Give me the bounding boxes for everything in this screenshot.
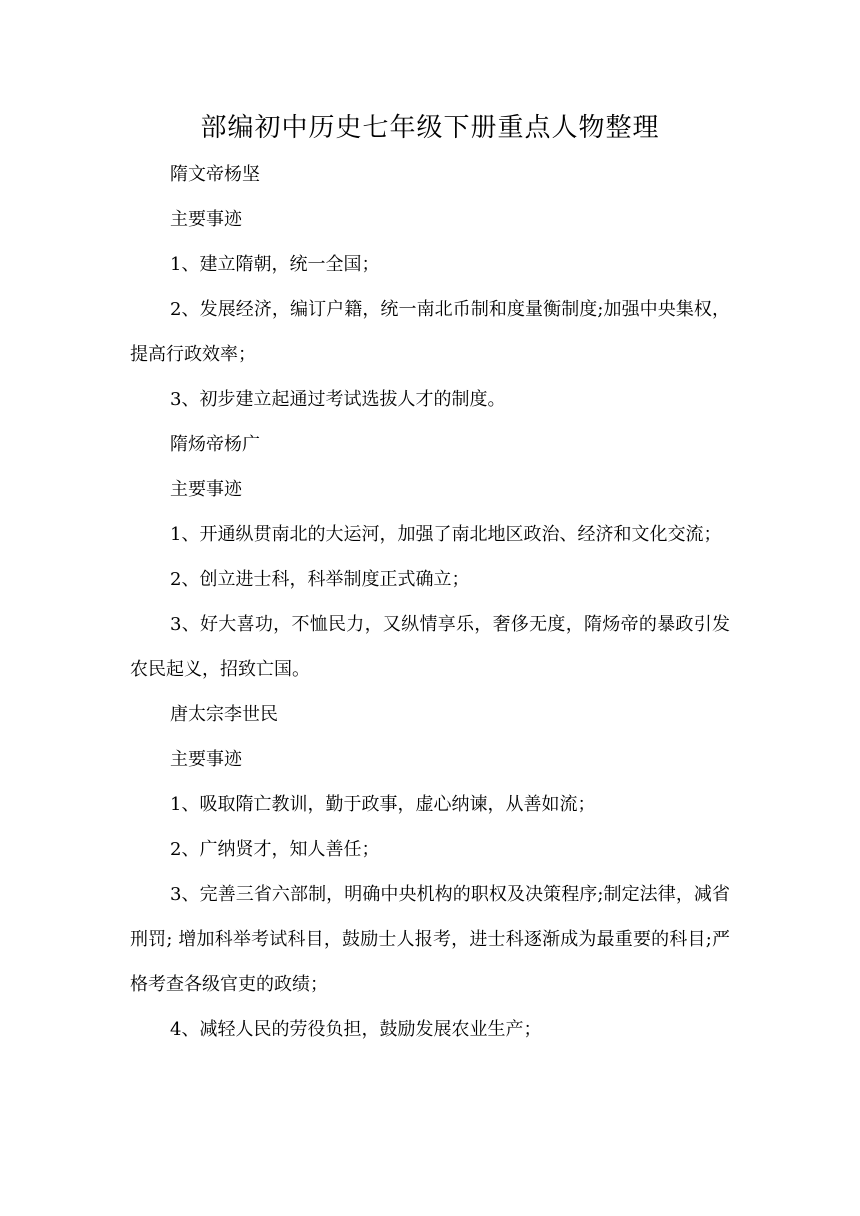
list-item: 1、开通纵贯南北的大运河，加强了南北地区政治、经济和文化交流； [170, 524, 722, 545]
list-item: 1、吸取隋亡教训，勤于政事，虚心纳谏，从善如流； [170, 794, 596, 815]
subheading-main-deeds: 主要事迹 [170, 209, 242, 230]
list-item: 3、初步建立起通过考试选拔人才的制度。 [170, 389, 506, 410]
list-item: 1、建立隋朝，统一全国； [170, 254, 380, 275]
subheading-main-deeds: 主要事迹 [170, 749, 242, 770]
list-item: 2、广纳贤才，知人善任； [170, 839, 380, 860]
section-heading-yang-guang: 隋炀帝杨广 [170, 434, 260, 455]
section-heading-yang-jian: 隋文帝杨坚 [170, 164, 260, 185]
list-item: 3、完善三省六部制，明确中央机构的职权及决策程序;制定法律，减省刑罚; 增加科举考试科目，鼓励士人报考，进士科逐渐成为最重要的科目;严格考查各级官吏的政绩； [130, 884, 730, 995]
subheading-main-deeds: 主要事迹 [170, 479, 242, 500]
document-title: 部编初中历史七年级下册重点人物整理 [200, 113, 660, 143]
list-item: 2、发展经济，编订户籍，统一南北币制和度量衡制度;加强中央集权，提高行政效率； [130, 299, 730, 365]
section-heading-li-shimin: 唐太宗李世民 [170, 704, 278, 725]
list-item: 3、好大喜功，不恤民力，又纵情享乐，奢侈无度，隋炀帝的暴政引发农民起义，招致亡国。 [130, 614, 730, 680]
list-item: 4、减轻人民的劳役负担，鼓励发展农业生产； [170, 1019, 542, 1040]
list-item: 2、创立进士科，科举制度正式确立； [170, 569, 470, 590]
